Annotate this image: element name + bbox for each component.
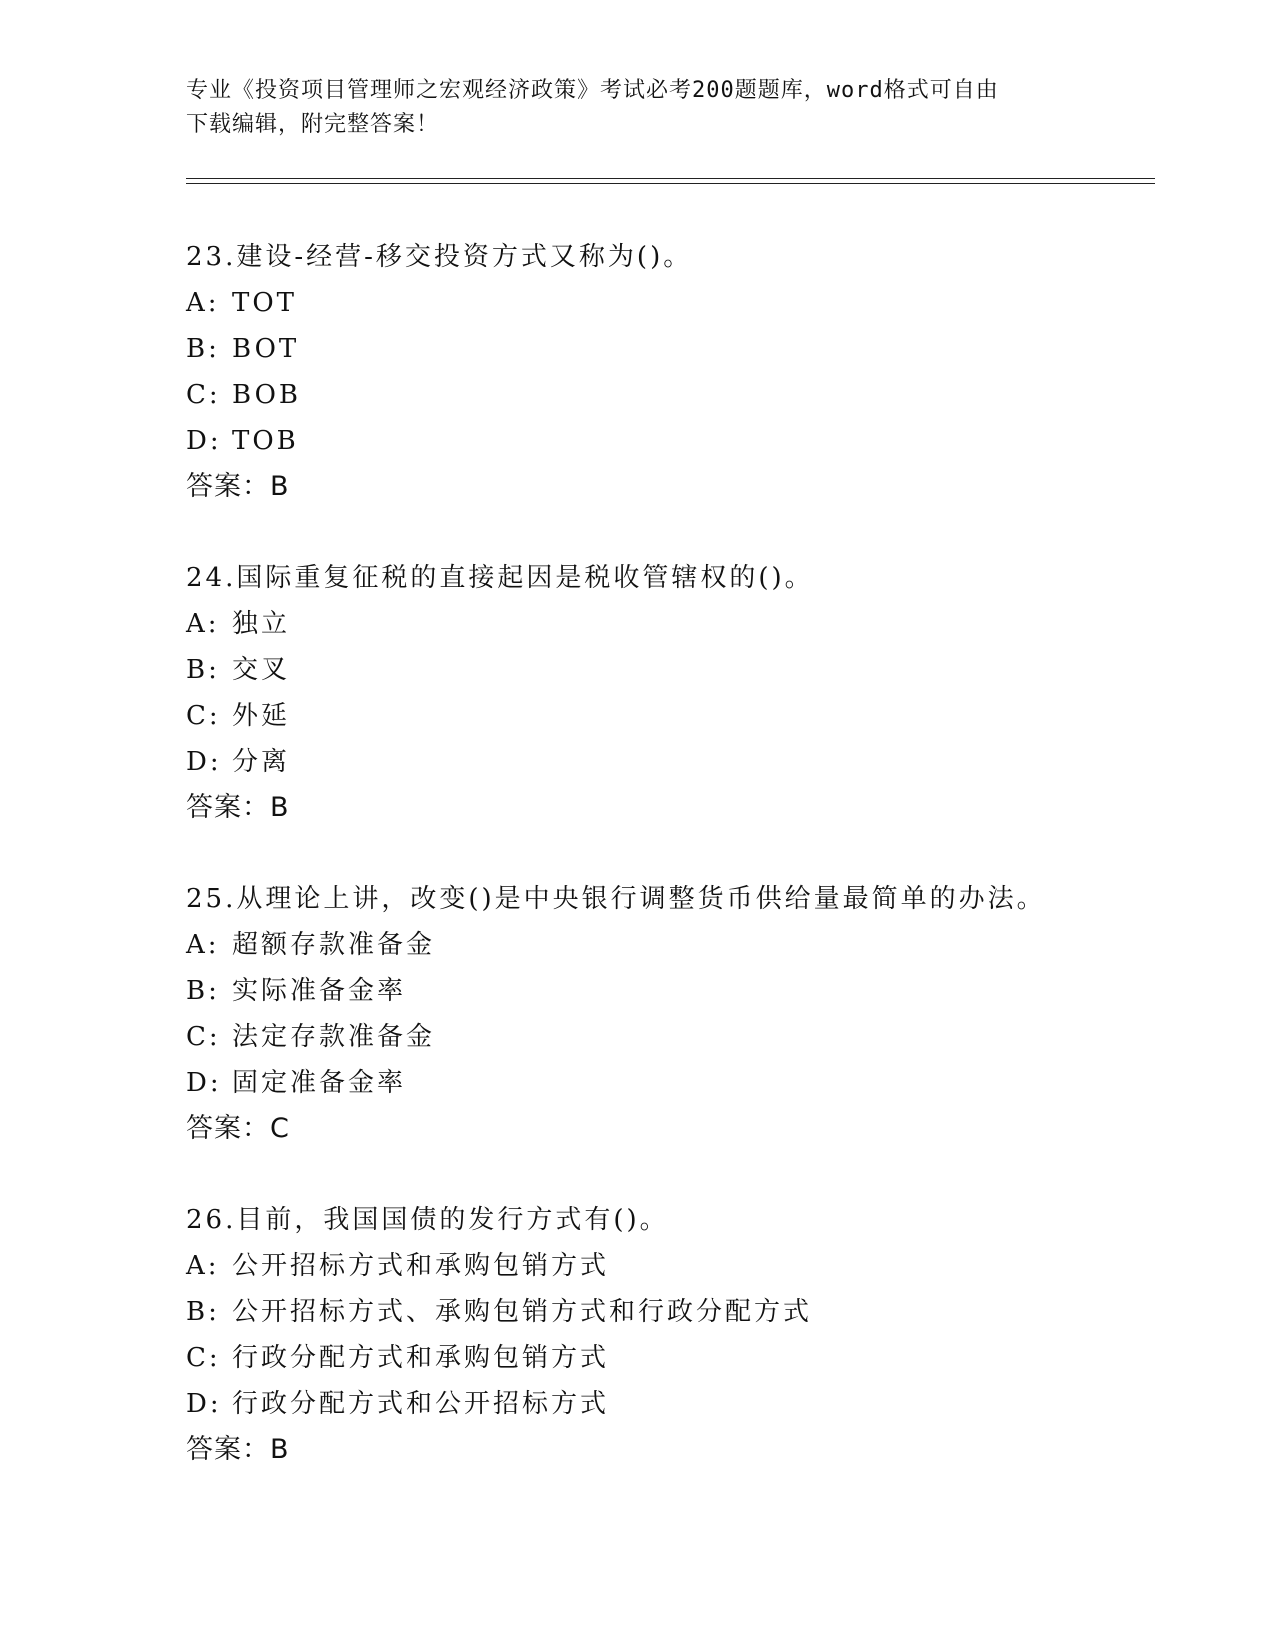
- option-key: D:: [186, 747, 222, 777]
- option-key: C:: [186, 701, 221, 731]
- option-key: D:: [186, 426, 222, 456]
- option-text: 超额存款准备金: [232, 930, 436, 960]
- question-26: [186, 1197, 1166, 1473]
- question-stem: 23.建设-经营-移交投资方式又称为()。: [186, 242, 693, 272]
- question-stem: 24.国际重复征税的直接起因是税收管辖权的()。: [186, 563, 814, 593]
- header-line-1: 专业《投资项目管理师之宏观经济政策》考试必考200题题库，word格式可自由: [186, 78, 999, 103]
- option-key: A:: [186, 288, 220, 318]
- header-divider-top: [186, 178, 1155, 179]
- option-key: A:: [186, 930, 220, 960]
- option-d: [186, 1381, 1166, 1427]
- option-key: B:: [186, 655, 220, 685]
- option-a: [186, 922, 1166, 968]
- question-23: [186, 234, 1166, 510]
- option-key: C:: [186, 1343, 221, 1373]
- option-d: [186, 1060, 1166, 1106]
- option-a: [186, 601, 1166, 647]
- option-key: C:: [186, 1022, 221, 1052]
- option-a: [186, 280, 1166, 326]
- option-text: 公开招标方式和承购包销方式: [232, 1251, 610, 1281]
- question-25: [186, 876, 1166, 1152]
- option-text: 法定存款准备金: [232, 1022, 436, 1052]
- option-b: [186, 647, 1166, 693]
- option-key: C:: [186, 380, 221, 410]
- question-24: [186, 555, 1166, 831]
- question-stem: 26.目前，我国国债的发行方式有()。: [186, 1205, 669, 1235]
- option-text: 外延: [232, 701, 291, 731]
- option-a: [186, 1243, 1166, 1289]
- option-text: TOT: [232, 288, 297, 318]
- answer-line: 答案：B: [186, 471, 290, 502]
- question-stem: 25.从理论上讲，改变()是中央银行调整货币供给量最简单的办法。: [186, 884, 1046, 914]
- option-key: A:: [186, 609, 220, 639]
- option-d: [186, 418, 1166, 464]
- option-b: [186, 1289, 1166, 1335]
- option-text: BOB: [232, 380, 302, 410]
- option-text: 行政分配方式和公开招标方式: [232, 1389, 610, 1419]
- option-c: [186, 1014, 1166, 1060]
- option-text: TOB: [232, 426, 299, 456]
- option-key: D:: [186, 1068, 222, 1098]
- option-key: A:: [186, 1251, 220, 1281]
- option-c: [186, 693, 1166, 739]
- option-text: 独立: [232, 609, 291, 639]
- option-key: B:: [186, 334, 220, 364]
- header-divider-bottom: [186, 183, 1155, 184]
- option-c: [186, 372, 1166, 418]
- option-text: 分离: [232, 747, 291, 777]
- option-b: [186, 968, 1166, 1014]
- option-text: 公开招标方式、承购包销方式和行政分配方式: [232, 1297, 813, 1327]
- document-header-note: [186, 74, 1086, 142]
- answer-line: 答案：B: [186, 1434, 290, 1465]
- option-b: [186, 326, 1166, 372]
- option-text: 实际准备金率: [232, 976, 407, 1006]
- option-key: B:: [186, 976, 220, 1006]
- option-key: D:: [186, 1389, 222, 1419]
- header-line-2: 下载编辑，附完整答案！: [186, 112, 440, 137]
- option-d: [186, 739, 1166, 785]
- option-text: 交叉: [232, 655, 291, 685]
- answer-line: 答案：C: [186, 1113, 290, 1144]
- option-text: 行政分配方式和承购包销方式: [232, 1343, 610, 1373]
- answer-line: 答案：B: [186, 792, 290, 823]
- option-text: 固定准备金率: [232, 1068, 407, 1098]
- option-key: B:: [186, 1297, 220, 1327]
- option-text: BOT: [232, 334, 300, 364]
- option-c: [186, 1335, 1166, 1381]
